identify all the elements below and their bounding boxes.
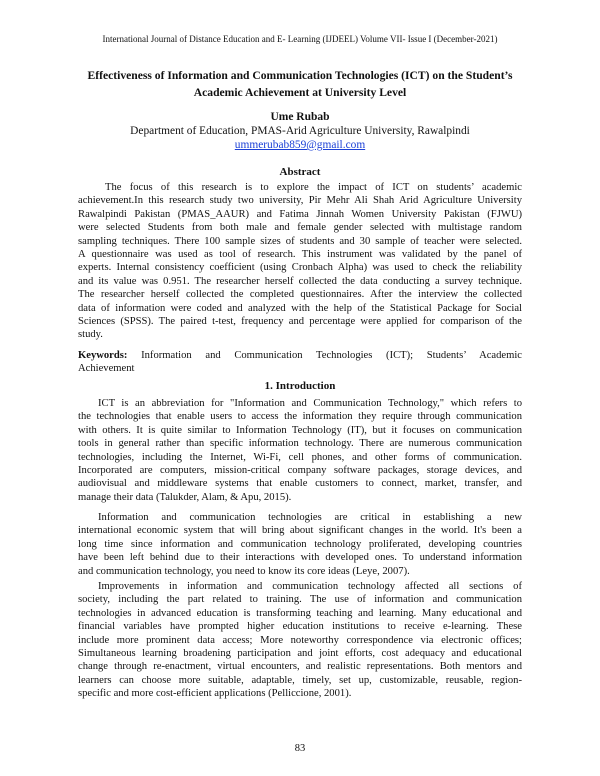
- keywords: [78, 349, 522, 376]
- intro-paragraph-1: [78, 397, 522, 504]
- running-header: International Journal of Distance Education and E- Learning (IJDEEL) Volume VII- Issue I (December-2021): [102, 34, 498, 44]
- intro-paragraph-3: [78, 580, 522, 701]
- text-line: sampling techniques. There 100 sample sizes of students and 30 sample of teacher were selected.: [78, 235, 522, 247]
- text-line: society, including the part related to training. The use of information and communication: [78, 594, 522, 606]
- text-line: A questionnaire was used as tool of research. This instrument was validated by the panel of: [78, 249, 522, 261]
- keywords-label: Keywords:: [78, 350, 128, 361]
- text-line: manage their data (Talukder, Alam, & Apu, 2015).: [78, 491, 292, 503]
- text-line: have been left behind due to their interactions with developed ones. To understand information: [78, 552, 522, 564]
- text-line: The researcher herself collected the completed questionnaires. After the interview the collected: [78, 289, 522, 301]
- author-email: [0, 139, 600, 151]
- text-line: change through re-enactment, virtual encounters, and realistic representations. Both mentors and: [78, 661, 522, 673]
- title-line: Academic Achievement at University Level: [193, 86, 407, 99]
- introduction-heading: 1. Introduction: [264, 380, 336, 392]
- text-line: achievement.In this research study two university, Pir Mehr Ali Shah Arid Agriculture University: [78, 195, 522, 207]
- text-line: international economic system that will bring about significant changes in the world. It's been a: [78, 525, 522, 537]
- text-line: data of information were coded and analyzed with the help of the Statistical Package for Social: [78, 302, 522, 314]
- text-line: Simultaneous learning broadening participation and joint efforts, cost adequacy and educational: [78, 648, 522, 660]
- text-line: Rawalpindi Pakistan (PMAS_AAUR) and Fatima Jinnah Women University Pakistan (FJWU): [78, 208, 522, 220]
- text-line: Improvements in information and communication technology affected all sections of: [98, 581, 522, 592]
- text-line: include more prominent data access; More noteworthy correspondence via electronic offices;: [78, 634, 522, 646]
- text-line: Sciences (SPSS). The paired t-test, frequency and percentage were applied for comparison of the: [78, 316, 522, 328]
- text-line: technologies in advanced education is transforming teaching and learning. Many educational and: [78, 607, 522, 619]
- keywords-text: Achievement: [78, 363, 135, 375]
- text-line: study.: [78, 329, 103, 341]
- text-line: financial variables have prompted higher education institutions to receive e-learning. These: [78, 621, 522, 633]
- text-line: learners can choose more suitable, adaptable, timely, set up, customizable, reusable, region-: [78, 674, 522, 686]
- email-link[interactable]: ummerubab859@gmail.com: [234, 139, 366, 151]
- text-line: ICT is an abbreviation for "Information and Communication Technology," which refers to: [98, 398, 522, 409]
- abstract-body: [78, 181, 522, 342]
- text-line: with others. It is quite similar to Information Technology (IT), but it focuses on communication: [78, 424, 522, 436]
- text-line: technologies, including the Internet, Wi-Fi, cell phones, and other forms of communication.: [78, 451, 522, 463]
- text-line: audiovisual and middleware systems that enable customers to connect, market, transfer, and: [78, 478, 522, 490]
- text-line: long time since information and communication technology proliferated, developing countries: [78, 538, 522, 550]
- abstract-heading: Abstract: [279, 166, 321, 178]
- page-number: 83: [294, 743, 306, 754]
- text-line: Information and communication technologies are critical in establishing a new: [98, 512, 522, 523]
- text-line: and its value was 0.951. The researcher herself collected the data conducting a survey technique.: [78, 275, 522, 287]
- text-line: The focus of this research is to explore the impact of ICT on students’ academic: [105, 182, 522, 193]
- author-affiliation: Department of Education, PMAS-Arid Agriculture University, Rawalpindi: [130, 125, 470, 137]
- text-line: specific and more cost-efficient applications (Pelliccione, 2001).: [78, 688, 352, 700]
- intro-paragraph-2: [78, 511, 522, 578]
- text-line: experts. Internal consistency coefficient (using Cronbach Alpha) was used to check the reliability: [78, 262, 522, 274]
- text-line: and communication technology, you need to know its core ideas (Leye, 2007).: [78, 565, 410, 577]
- text-line: Incorporated are computers, mission-critical company software packages, storage devices, and: [78, 465, 522, 477]
- title-line: Effectiveness of Information and Communication Technologies (ICT) on the Student’s: [87, 69, 513, 82]
- text-line: were selected Students from both male and female gender selected with multistage random: [78, 222, 522, 234]
- text-line: tools in general rather than specific information technology. There are numerous communication: [78, 438, 522, 450]
- text-line: the technologies that enable users to access the information they require through communication: [78, 411, 522, 423]
- keywords-text: Information and Communication Technologies (ICT); Students’ Academic: [141, 350, 523, 361]
- paper-title: [0, 67, 600, 101]
- author-name: Ume Rubab: [270, 111, 330, 123]
